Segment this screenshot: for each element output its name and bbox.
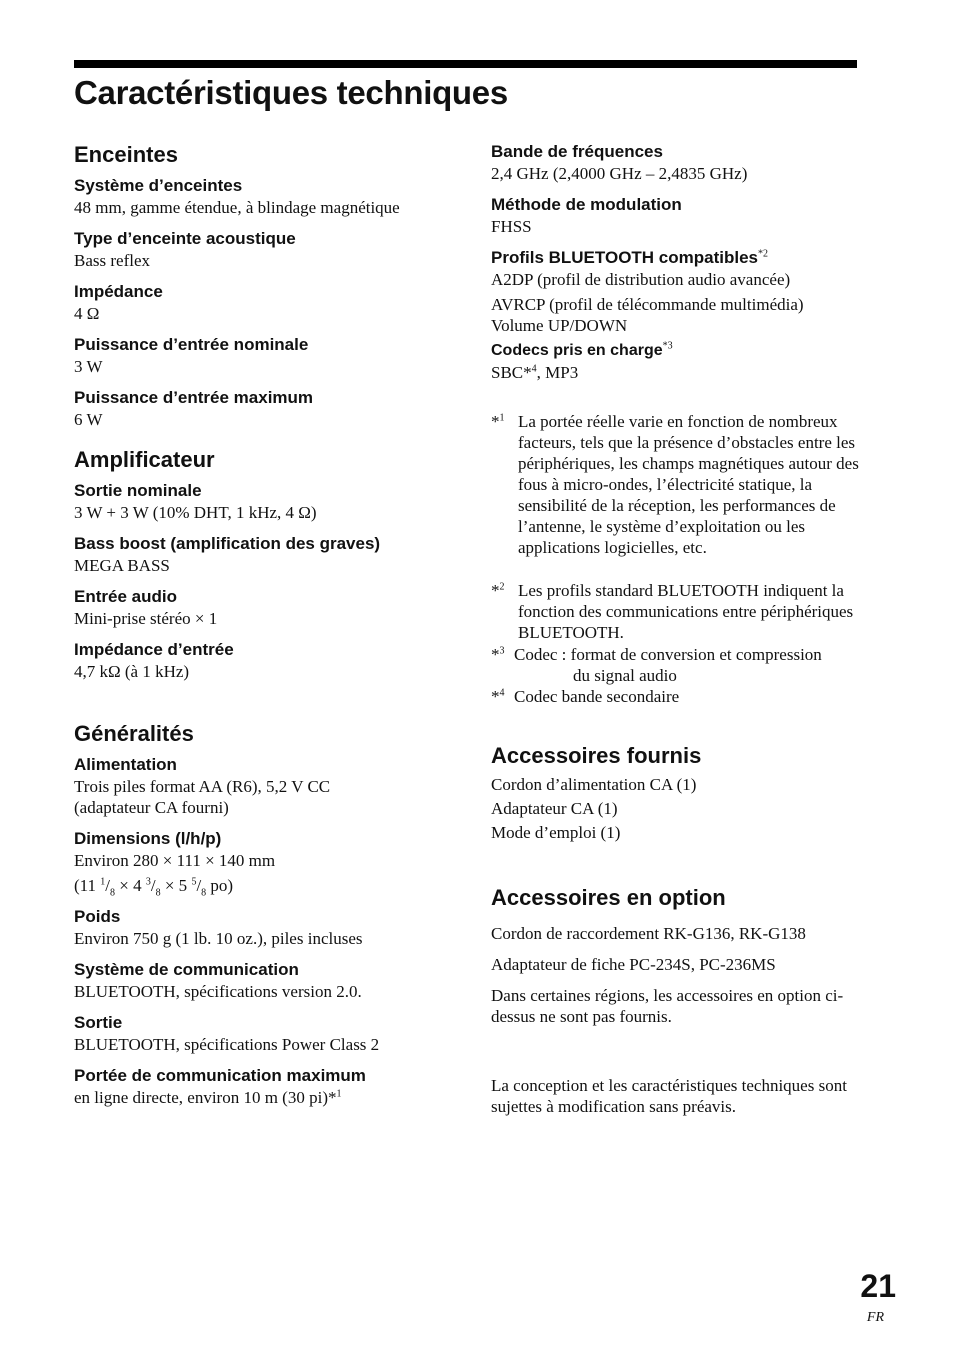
footnote-text: Les profils standard BLUETOOTH indiquent la fonction des communications entre périphériques BLUETOOTH. bbox=[518, 581, 854, 642]
spec-label: Système d’enceintes bbox=[74, 176, 243, 195]
spec-value: 4 Ω bbox=[74, 304, 100, 323]
footnote-marker: *$^3$ bbox=[491, 645, 505, 664]
spec-label: Portée de communication maximum bbox=[74, 1066, 366, 1085]
spec-value: FHSS bbox=[491, 217, 532, 236]
spec-value: 48 mm, gamme étendue, à blindage magnétique bbox=[74, 198, 400, 217]
portee-text: en ligne directe, environ 10 m (30 pi)* bbox=[74, 1088, 337, 1107]
spec-value: Mini-prise stéréo × 1 bbox=[74, 609, 218, 628]
dim-numerator: 3 bbox=[145, 876, 151, 888]
top-rule bbox=[74, 60, 857, 68]
spec-value: MEGA BASS bbox=[74, 556, 170, 575]
spec-value: Volume UP/DOWN bbox=[491, 316, 628, 335]
spec-label: Bande de fréquences bbox=[491, 142, 663, 161]
codecs-text: SBC* bbox=[491, 363, 532, 382]
spec-label: Sortie nominale bbox=[74, 481, 202, 500]
spec-value: Environ 280 × 111 × 140 mm bbox=[74, 851, 276, 870]
list-item: Adaptateur de fiche PC-234S, PC-236MS bbox=[491, 955, 776, 974]
spec-value: 2,4 GHz (2,4000 GHz – 2,4835 GHz) bbox=[491, 164, 748, 183]
page-title: Caractéristiques techniques bbox=[74, 74, 508, 111]
spec-label: Méthode de modulation bbox=[491, 195, 682, 214]
dim-slash: / bbox=[150, 876, 156, 895]
dim-denominator: 8 bbox=[155, 887, 161, 899]
footnote-text: du signal audio bbox=[573, 666, 677, 685]
footnote-4 bbox=[491, 686, 859, 707]
dim-text: × 4 bbox=[115, 876, 146, 895]
footnote-marker: *$^2$ bbox=[491, 581, 505, 600]
dim-numerator: 1 bbox=[100, 876, 106, 888]
list-item: Cordon de raccordement RK-G136, RK-G138 bbox=[491, 924, 806, 943]
spec-label: Puissance d’entrée nominale bbox=[74, 335, 309, 354]
spec-value: A2DP (profil de distribution audio avancée) bbox=[491, 270, 791, 289]
spec-value: 3 W bbox=[74, 357, 103, 376]
spec-value: (adaptateur CA fourni) bbox=[74, 798, 229, 817]
spec-label: Dimensions (l/h/p) bbox=[74, 829, 222, 848]
footnote-ref: *3 bbox=[662, 340, 673, 352]
accessoires-option-section bbox=[491, 884, 859, 1037]
section-enceintes-heading: Enceintes bbox=[74, 142, 178, 167]
spec-label: Type d’enceinte acoustique bbox=[74, 229, 296, 248]
list-item: Mode d’emploi (1) bbox=[491, 823, 621, 842]
spec-value: BLUETOOTH, spécifications Power Class 2 bbox=[74, 1035, 380, 1054]
spec-label: Impédance bbox=[74, 282, 163, 301]
section-amplificateur-heading: Amplificateur bbox=[74, 447, 215, 472]
codecs-text: , MP3 bbox=[536, 363, 579, 382]
spec-value: 3 W + 3 W (10% DHT, 1 kHz, 4 Ω) bbox=[74, 503, 317, 522]
spec-value: 4,7 kΩ (à 1 kHz) bbox=[74, 662, 190, 681]
footnote-marker: *$^1$ bbox=[491, 412, 505, 431]
spec-label: Système de communication bbox=[74, 960, 299, 979]
right-column bbox=[491, 141, 859, 393]
section-generalites-heading: Généralités bbox=[74, 721, 194, 746]
codecs-label-text: Codecs pris en charge bbox=[491, 342, 663, 359]
footnote-ref: *2 bbox=[758, 248, 769, 260]
spec-value: Environ 750 g (1 lb. 10 oz.), piles incluses bbox=[74, 929, 363, 948]
spec-label: Sortie bbox=[74, 1013, 123, 1032]
footnote-text: La portée réelle varie en fonction de nombreux facteurs, tels que la présence d’obstacles entre les périphériques, les champs magnétiques autour des fous à micro-ondes, l’électricité statique, la sensibilité de la réception, les performances de l’antenne, le système d’exploitation ou les applications logicielles, etc. bbox=[518, 412, 859, 557]
dim-text: po) bbox=[206, 876, 234, 895]
section-option-heading: Accessoires en option bbox=[491, 885, 726, 910]
footnote-ref: 4 bbox=[531, 363, 537, 375]
dim-text: × 5 bbox=[160, 876, 192, 895]
spec-value-dimensions-inches bbox=[74, 875, 474, 899]
footnote-text: Codec bande secondaire bbox=[514, 687, 680, 706]
dim-text: (11 bbox=[74, 876, 101, 895]
spec-label: Poids bbox=[74, 907, 121, 926]
spec-value: Trois piles format AA (R6), 5,2 V CC bbox=[74, 777, 331, 796]
spec-label: Impédance d’entrée bbox=[74, 640, 234, 659]
spec-value: Bass reflex bbox=[74, 251, 151, 270]
spec-label: Bass boost (amplification des graves) bbox=[74, 534, 381, 553]
spec-label: Alimentation bbox=[74, 755, 177, 774]
spec-value: 6 W bbox=[74, 410, 103, 429]
accessoires-fournis-section bbox=[491, 742, 859, 846]
disclaimer: La conception et les caractéristiques techniques sont sujettes à modification sans préavis. bbox=[491, 1076, 847, 1116]
left-column bbox=[74, 141, 474, 1118]
spec-value bbox=[491, 362, 859, 383]
dim-denominator: 8 bbox=[201, 887, 207, 899]
footnote-3 bbox=[491, 644, 859, 686]
footnote-2 bbox=[491, 580, 859, 643]
page-number: 21 bbox=[860, 1268, 896, 1304]
language-code: FR bbox=[866, 1310, 884, 1325]
list-item: Dans certaines régions, les accessoires en option ci-dessus ne sont pas fournis. bbox=[491, 986, 844, 1026]
footnote-marker: *$^4$ bbox=[491, 687, 505, 706]
dim-slash: / bbox=[105, 876, 111, 895]
list-item: Adaptateur CA (1) bbox=[491, 799, 618, 818]
footnote-text: Codec : format de conversion et compression bbox=[514, 645, 822, 664]
footnote-ref: 1 bbox=[336, 1088, 342, 1100]
spec-label bbox=[491, 247, 859, 269]
dim-slash: / bbox=[196, 876, 202, 895]
dim-denominator: 8 bbox=[110, 887, 116, 899]
spec-label: Entrée audio bbox=[74, 587, 177, 606]
spec-value: BLUETOOTH, spécifications version 2.0. bbox=[74, 982, 362, 1001]
footnote-1 bbox=[491, 411, 859, 558]
spec-label: Puissance d’entrée maximum bbox=[74, 388, 314, 407]
spec-value bbox=[74, 1087, 474, 1108]
spec-label bbox=[491, 340, 859, 362]
dim-numerator: 5 bbox=[191, 876, 197, 888]
spec-value: AVRCP (profil de télécommande multimédia) bbox=[491, 295, 804, 314]
profils-label-text: Profils BLUETOOTH compatibles bbox=[491, 248, 759, 267]
list-item: Cordon d’alimentation CA (1) bbox=[491, 775, 697, 794]
section-fournis-heading: Accessoires fournis bbox=[491, 743, 702, 768]
